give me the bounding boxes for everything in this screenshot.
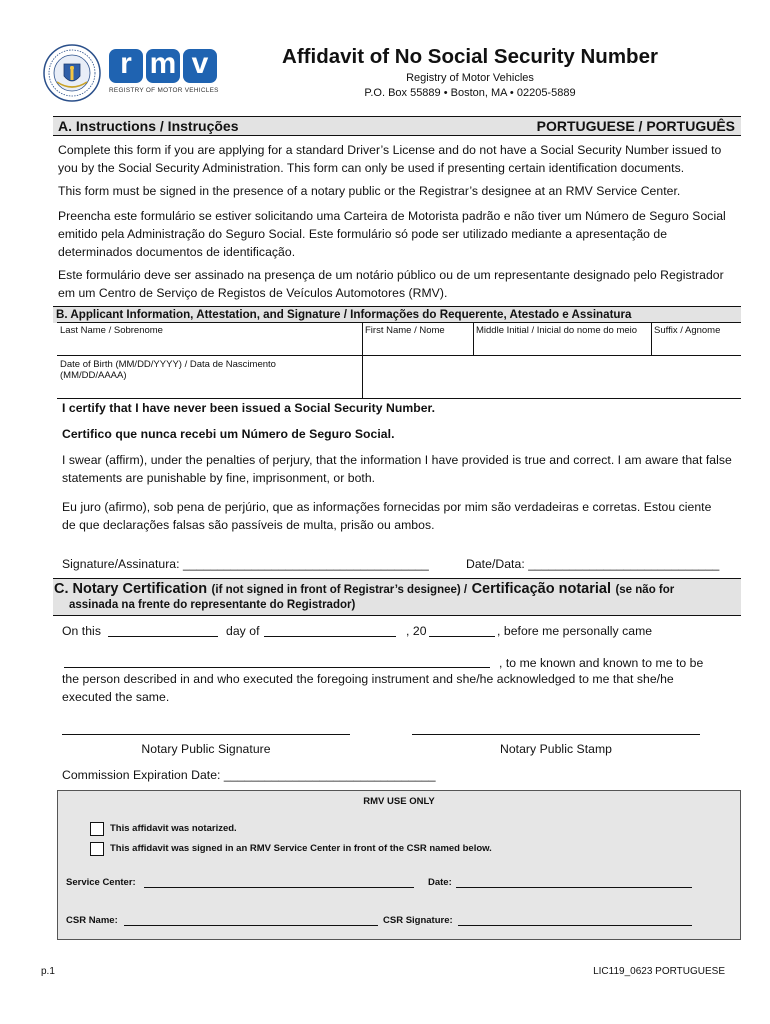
commission-expiration-line[interactable]: Commission Expiration Date: _______________________________ <box>62 768 436 782</box>
rmv-logo-subtext: REGISTRY OF MOTOR VEHICLES <box>109 87 219 94</box>
date-of-birth-field[interactable]: Date of Birth (MM/DD/YYYY) / Data de Nascimento (MM/DD/AAAA) <box>60 359 276 381</box>
csr-signature-input-line[interactable] <box>458 925 692 926</box>
rmv-logo-v: v <box>183 49 217 83</box>
middle-initial-field[interactable]: Middle Initial / Inicial do nome do meio <box>476 325 638 336</box>
service-center-input-line[interactable] <box>144 887 414 888</box>
section-b-heading: B. Applicant Information, Attestation, and Signature / Informações do Requerente, Atestado e Assinatura <box>56 308 632 321</box>
rmv-logo-m: m <box>146 49 180 83</box>
instructions-paragraph-1: Complete this form if you are applying for a standard Driver’s License and do not have a Social Security Number issued to you by the Social Security Administration. This form can only be used if presenting certain identification documents. <box>58 143 722 175</box>
massachusetts-seal-icon <box>43 44 101 102</box>
notary-stamp-label: Notary Public Stamp <box>499 742 613 756</box>
service-center-label: Service Center: <box>66 877 136 888</box>
signed-at-rmv-checkbox-label: This affidavit was signed in an RMV Service Center in front of the CSR named below. <box>110 843 492 854</box>
before-me-label: , before me personally came <box>497 624 653 638</box>
section-a-heading: A. Instructions / Instruções <box>58 118 239 134</box>
rmv-date-label: Date: <box>428 877 452 888</box>
certify-english: I certify that I have never been issued a Social Security Number. <box>62 401 436 415</box>
person-name-line[interactable] <box>64 667 490 668</box>
section-c-note-pt-2: assinada na frente do representante do Registrador) <box>69 599 356 611</box>
notary-stamp-line[interactable] <box>412 734 700 735</box>
described-text: the person described in and who executed the foregoing instrument and she/he acknowledged to me that she/he executed the same. <box>62 672 674 704</box>
last-name-field[interactable]: Last Name / Sobrenome <box>60 325 163 336</box>
instructions-paragraph-2: This form must be signed in the presence of a notary public or the Registrar’s designee at an RMV Service Center. <box>58 184 681 198</box>
page-title: Affidavit of No Social Security Number <box>282 45 658 68</box>
section-a-bar <box>53 116 741 136</box>
known-to-me-label: , to me known and known to me to be <box>499 656 704 670</box>
rmv-date-input-line[interactable] <box>456 887 692 888</box>
certify-portuguese: Certifico que nunca recebi um Número de Seguro Social. <box>62 427 395 441</box>
swear-english: I swear (affirm), under the penalties of perjury, that the information I have provided is true and correct. I am aware that false statements are punishable by fine, imprisonment, or both. <box>62 453 732 485</box>
csr-signature-label: CSR Signature: <box>383 915 453 926</box>
csr-name-input-line[interactable] <box>124 925 378 926</box>
swear-portuguese: Eu juro (afirmo), sob pena de perjúrio, que as informações fornecidas por mim são verdadeiras e corretas. Estou ciente de que declarações falsas são passíveis de multa, prisão ou ambos. <box>62 500 712 532</box>
section-b-bar <box>53 306 741 323</box>
section-c-heading <box>54 581 734 598</box>
page-subtitle: Registry of Motor Vehicles <box>406 72 534 84</box>
form-id: LIC119_0623 PORTUGUESE <box>593 966 725 977</box>
year-prefix-label: , 20 <box>406 624 427 638</box>
page-address: P.O. Box 55889 • Boston, MA • 02205-5889 <box>364 87 576 99</box>
month-input-line[interactable] <box>264 636 396 637</box>
section-c-title-en: C. Notary Certification <box>54 581 208 597</box>
day-of-label: day of <box>226 624 260 638</box>
notary-signature-line[interactable] <box>62 734 350 735</box>
day-input-line[interactable] <box>108 636 218 637</box>
section-c-bar <box>53 578 741 616</box>
notarized-checkbox[interactable] <box>90 822 104 836</box>
rmv-logo-r: r <box>109 49 143 83</box>
csr-name-label: CSR Name: <box>66 915 118 926</box>
first-name-field[interactable]: First Name / Nome <box>365 325 445 336</box>
section-c-note-pt-1: (se não for <box>615 584 675 596</box>
notarized-checkbox-label: This affidavit was notarized. <box>110 823 237 834</box>
notary-signature-label: Notary Public Signature <box>141 742 271 756</box>
on-this-label: On this <box>62 624 101 638</box>
suffix-field[interactable]: Suffix / Agnome <box>654 325 721 336</box>
rmv-use-only-title: RMV USE ONLY <box>363 796 435 807</box>
rmv-use-only-box <box>57 790 741 940</box>
language-label: PORTUGUESE / PORTUGUÊS <box>536 118 735 134</box>
applicant-date-line[interactable]: Date/Data: ____________________________ <box>466 557 720 571</box>
rmv-logo <box>108 49 220 99</box>
section-c-title-pt: Certificação notarial <box>471 581 611 597</box>
signed-at-rmv-checkbox[interactable] <box>90 842 104 856</box>
section-c-note-en: (if not signed in front of Registrar’s designee) / <box>211 584 468 596</box>
instructions-paragraph-3: Preencha este formulário se estiver solicitando uma Carteira de Motorista padrão e não tiver um Número de Seguro Social emitido pela Administração do Seguro Social. Este formulário só pode ser utilizado mediante a apresentação de determinados documentos de identificação. <box>58 209 726 259</box>
applicant-signature-line[interactable]: Signature/Assinatura: ____________________________________ <box>62 557 429 571</box>
instructions-paragraph-4: Este formulário deve ser assinado na presença de um notário público ou de um representante designado pelo Registrador em um Centro de Serviço de Registos de Veículos Automotores (RMV). <box>58 268 724 300</box>
page-number: p.1 <box>41 966 55 977</box>
applicant-info-table <box>57 322 741 399</box>
year-input-line[interactable] <box>429 636 495 637</box>
